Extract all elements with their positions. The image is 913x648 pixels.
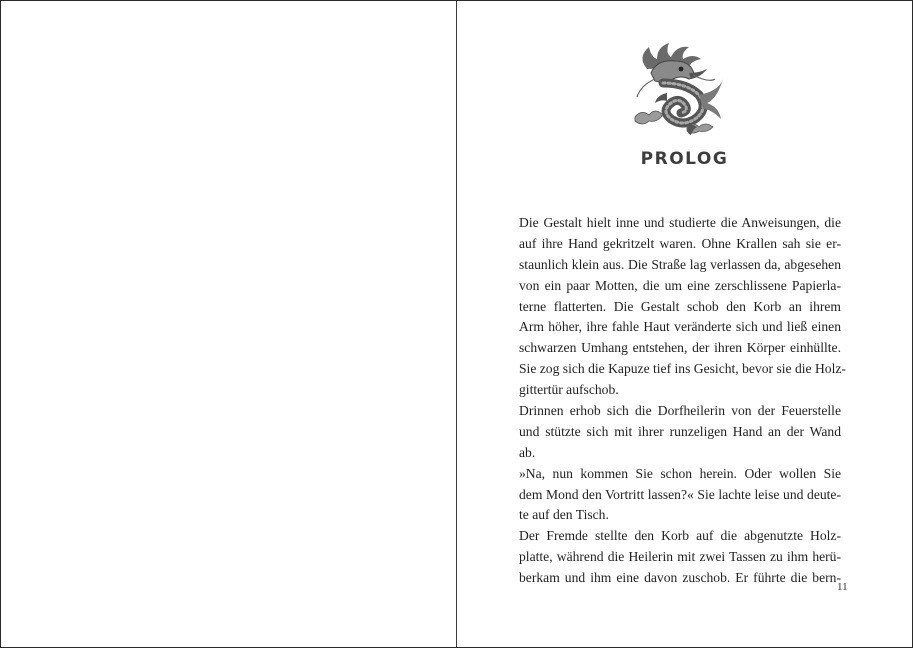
text-line: berkam und ihm eine davon zuschob. Er führte die bern- <box>519 570 841 586</box>
chapter-title: PROLOG <box>640 149 729 169</box>
text-line: schwarzen Umhang entstehen, der ihren Körper einhüllte. <box>519 340 841 356</box>
right-page <box>457 1 912 647</box>
text-line: gittertür aufschob. <box>519 382 619 398</box>
text-line: terne flatterten. Die Gestalt schob den Korb an ihrem <box>519 298 841 314</box>
text-line: und stützte sich mit ihrer runzeligen Hand an der Wand <box>519 423 841 439</box>
text-line: staunlich klein aus. Die Straße lag verlassen da, abgesehen <box>519 256 841 272</box>
text-line: von ein paar Motten, die um eine zerschlissene Papierla- <box>519 277 841 293</box>
dragon-icon <box>627 39 727 139</box>
text-line: auf ihre Hand gekritzelt waren. Ohne Krallen sah sie er- <box>519 235 841 251</box>
text-line: Drinnen erhob sich die Dorfheilerin von der Feuerstelle <box>519 403 841 419</box>
text-line: dem Mond den Vortritt lassen?« Sie lachte leise und deute- <box>519 486 841 502</box>
text-line: Die Gestalt hielt inne und studierte die Anweisungen, die <box>519 215 841 230</box>
left-page-blank <box>1 1 456 647</box>
text-line: Der Fremde stellte den Korb auf die abgenutzte Holz- <box>519 528 841 544</box>
text-line: platte, während die Heilerin mit zwei Tassen zu ihm herü- <box>519 549 841 565</box>
text-line: te auf den Tisch. <box>519 507 609 523</box>
text-line: »Na, nun kommen Sie schon herein. Oder wollen Sie <box>519 465 841 481</box>
text-line: ab. <box>519 444 536 460</box>
text-line: Arm höher, ihre fahle Haut veränderte sich und ließ einen <box>519 319 841 335</box>
page-number: 11 <box>837 581 848 593</box>
text-line: Sie zog sich die Kapuze tief ins Gesicht, bevor sie die Holz- <box>519 361 846 377</box>
